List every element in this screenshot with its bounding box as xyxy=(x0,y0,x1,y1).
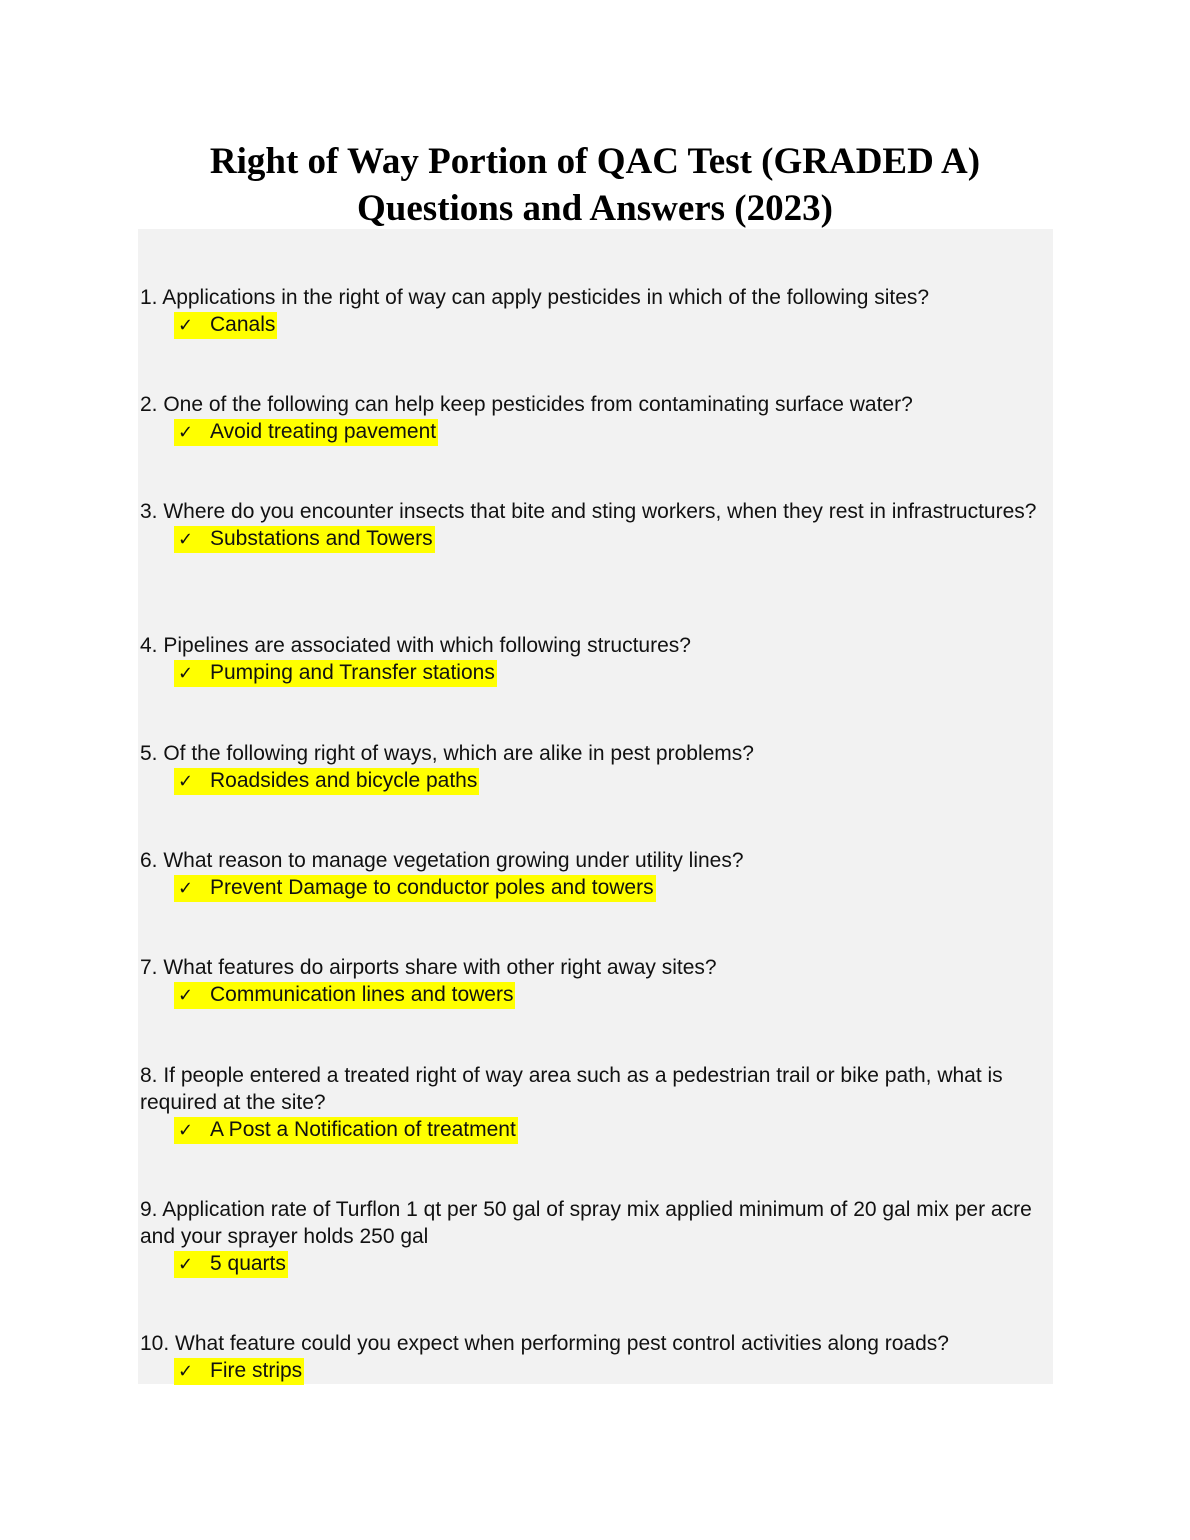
qa-item-4 xyxy=(140,632,1052,687)
qa-item-1 xyxy=(140,284,1052,339)
answer-7 xyxy=(174,982,515,1009)
title-line-2: Questions and Answers (2023) xyxy=(357,188,833,229)
question-5: 5. Of the following right of ways, which are alike in pest problems? xyxy=(140,742,754,765)
answer-9 xyxy=(174,1251,288,1278)
question-10: 10. What feature could you expect when performing pest control activities along roads? xyxy=(140,1332,949,1355)
check-icon: ✓ xyxy=(178,878,194,899)
answer-5-text: Roadsides and bicycle paths xyxy=(210,769,478,792)
check-icon: ✓ xyxy=(178,422,194,443)
answer-10-text: Fire strips xyxy=(210,1359,303,1382)
qa-item-3 xyxy=(140,498,1052,553)
question-9: 9. Application rate of Turflon 1 qt per 50 gal of spray mix applied minimum of 20 gal mix per acre and your sprayer holds 250 gal xyxy=(140,1198,1032,1248)
question-3: 3. Where do you encounter insects that bite and sting workers, when they rest in infrastructures? xyxy=(140,500,1037,523)
question-2: 2. One of the following can help keep pesticides from contaminating surface water? xyxy=(140,393,913,416)
check-icon: ✓ xyxy=(178,529,194,550)
answer-4-text: Pumping and Transfer stations xyxy=(210,661,495,684)
answer-2 xyxy=(174,419,438,446)
question-7: 7. What features do airports share with other right away sites? xyxy=(140,956,717,979)
check-icon: ✓ xyxy=(178,1120,194,1141)
answer-6 xyxy=(174,875,656,902)
answer-3 xyxy=(174,526,435,553)
question-4: 4. Pipelines are associated with which following structures? xyxy=(140,634,691,657)
check-icon: ✓ xyxy=(178,1254,194,1275)
answer-7-text: Communication lines and towers xyxy=(210,983,514,1006)
answer-10 xyxy=(174,1358,304,1385)
qa-item-9 xyxy=(140,1196,1052,1278)
qa-item-2 xyxy=(140,391,1052,446)
qa-item-5 xyxy=(140,740,1052,795)
question-1: 1. Applications in the right of way can apply pesticides in which of the following sites? xyxy=(140,286,930,309)
answer-1-text: Canals xyxy=(210,313,276,336)
qa-item-6 xyxy=(140,847,1052,902)
answer-2-text: Avoid treating pavement xyxy=(210,420,437,443)
answer-6-text: Prevent Damage to conductor poles and towers xyxy=(210,876,654,899)
answer-1 xyxy=(174,312,277,339)
answer-5 xyxy=(174,768,479,795)
qa-item-10 xyxy=(140,1330,1052,1385)
title-line-1: Right of Way Portion of QAC Test (GRADED A) xyxy=(209,141,981,182)
answer-8 xyxy=(174,1117,518,1144)
answer-9-text: 5 quarts xyxy=(210,1252,286,1275)
qa-item-7 xyxy=(140,954,1052,1009)
check-icon: ✓ xyxy=(178,771,194,792)
check-icon: ✓ xyxy=(178,315,194,336)
question-8: 8. If people entered a treated right of way area such as a pedestrian trail or bike path, what is required at the site? xyxy=(140,1064,1003,1114)
question-6: 6. What reason to manage vegetation growing under utility lines? xyxy=(140,849,744,872)
answer-8-text: A Post a Notification of treatment xyxy=(210,1118,516,1141)
answer-3-text: Substations and Towers xyxy=(210,527,433,550)
check-icon: ✓ xyxy=(178,1361,194,1382)
answer-4 xyxy=(174,660,497,687)
qa-item-8 xyxy=(140,1062,1052,1144)
check-icon: ✓ xyxy=(178,985,194,1006)
check-icon: ✓ xyxy=(178,663,194,684)
page-title xyxy=(0,138,1190,232)
